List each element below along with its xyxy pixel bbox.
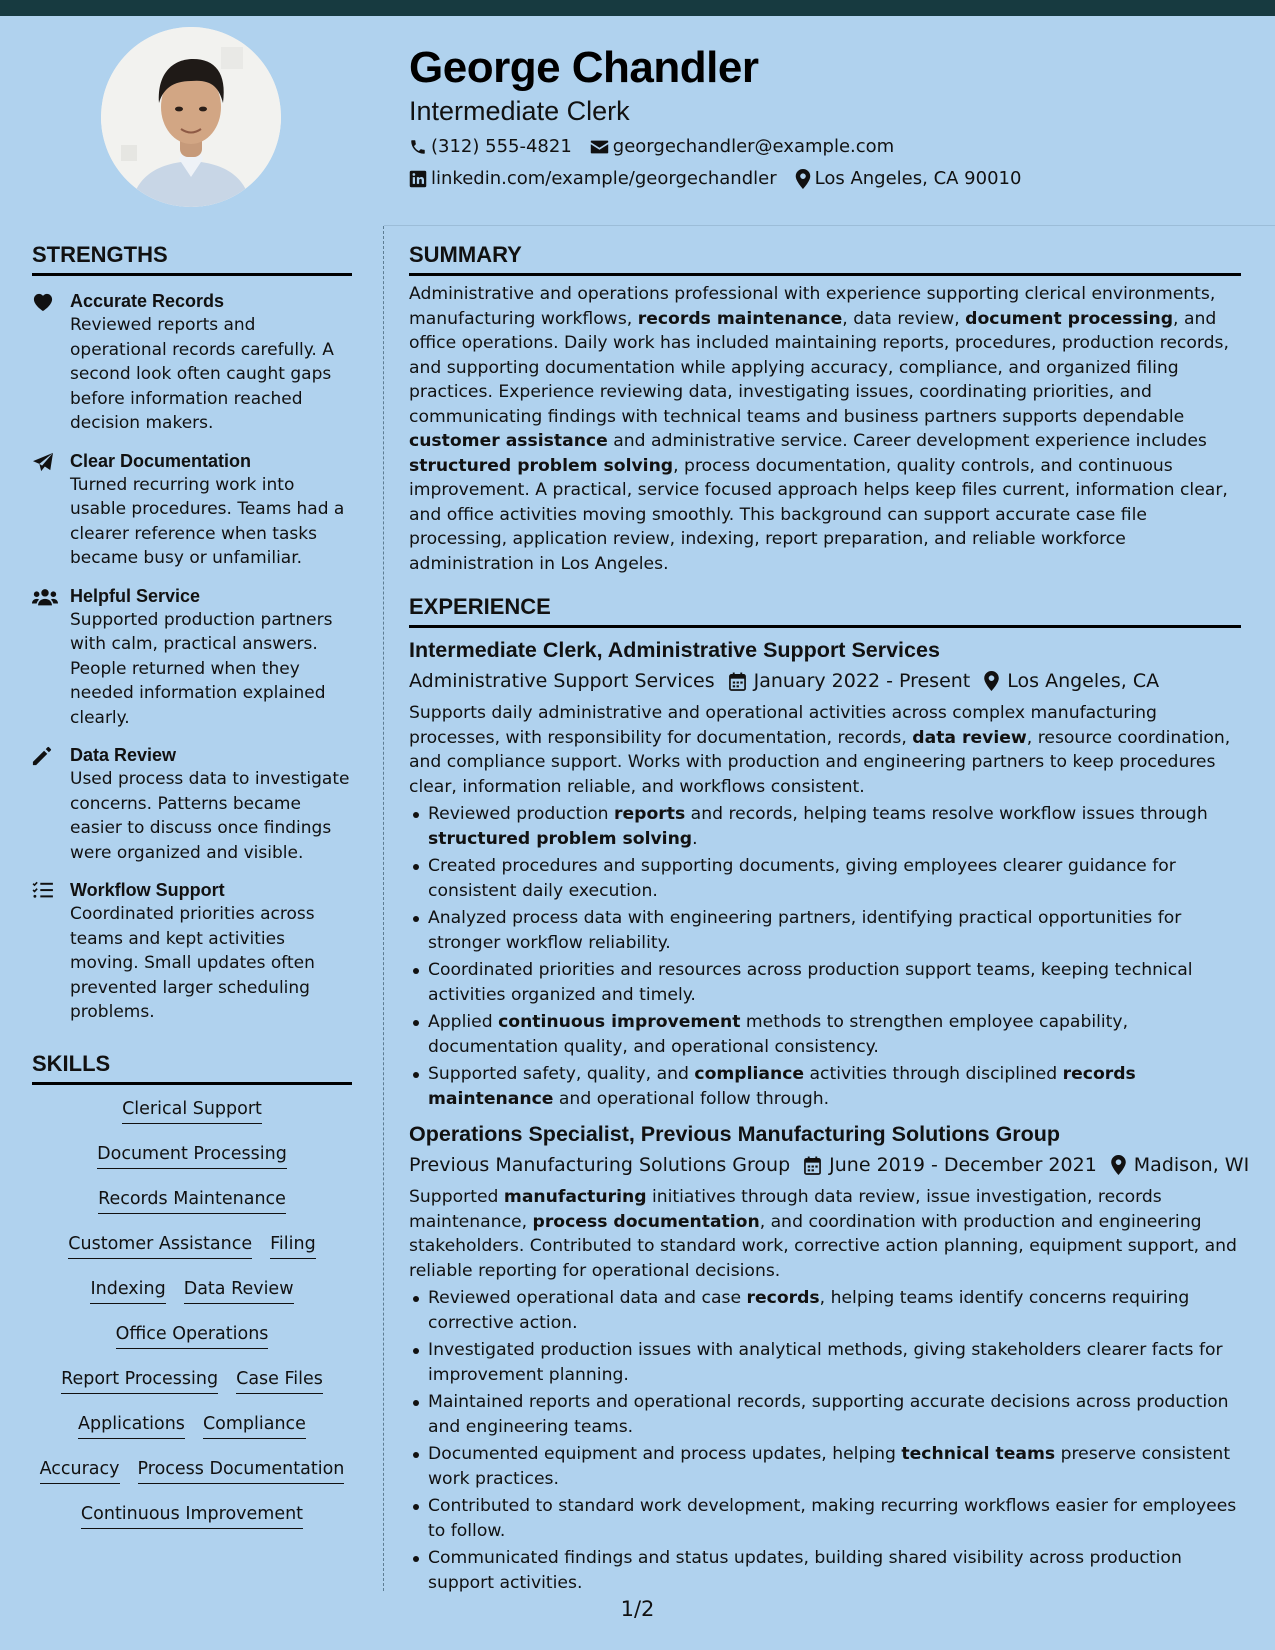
bold-keyword: reports: [614, 804, 686, 824]
text-segment: Administrative and operations professional with experience supporting clerical environments, manufacturing workflows,: [409, 284, 1216, 329]
email-text: georgechandler@example.com: [612, 136, 895, 157]
strength-title: Accurate Records: [70, 291, 225, 311]
bold-keyword: structured problem solving: [428, 828, 693, 849]
text-segment: , process documentation, quality controls, and continuous improvement. A practical, service focused approach helps keep files current, information clear, and office activities moving smoothly. This background can support accurate case file processing, application review, indexing, report preparation, and reliable workforce administration in Los Angeles.: [409, 455, 1228, 574]
skill-row: [32, 1232, 352, 1277]
text-segment: , helping teams identify concerns requiring corrective action.: [428, 1288, 1190, 1333]
bold-keyword: records maintenance: [428, 1064, 1136, 1109]
job-meta: [409, 1151, 1250, 1179]
bold-keyword: continuous improvement: [498, 1012, 741, 1032]
skill-tag: Customer Assistance: [68, 1232, 252, 1259]
bold-keyword: structured problem solving: [409, 455, 674, 476]
job-title: Operations Specialist, Previous Manufacturing Solutions Group: [409, 1122, 1061, 1146]
job-bullet: [409, 1338, 1241, 1387]
calendar-icon: [729, 672, 746, 691]
skill-row: [32, 1142, 352, 1187]
text-segment: activities through disciplined: [804, 1064, 1063, 1084]
list-check-icon: [32, 881, 54, 899]
column-divider: [383, 226, 384, 1591]
email-item[interactable]: [590, 135, 894, 159]
job-location-text: Madison, WI: [1133, 1154, 1250, 1176]
text-segment: Supported safety, quality, and: [428, 1064, 695, 1084]
strength-title: Data Review: [70, 745, 177, 765]
profile-photo: [101, 27, 281, 207]
linkedin-icon: [409, 170, 427, 188]
strength-description: Coordinated priorities across teams and kept activities moving. Small updates often prevented larger scheduling problems.: [70, 904, 315, 1022]
skill-row: [32, 1277, 352, 1322]
paper-plane-icon: [32, 452, 54, 472]
skill-row: [32, 1502, 352, 1547]
strength-title: Helpful Service: [70, 585, 201, 606]
job-bullet: [409, 1010, 1241, 1059]
location-text: Los Angeles, CA 90010: [814, 168, 1022, 189]
strength-item: [32, 584, 352, 731]
text-segment: , and coordination with production and engineering stakeholders. Contributed to standard work, corrective action planning, equipment support, and reliable reporting for operational decisions.: [409, 1211, 1237, 1281]
skill-tag: Process Documentation: [138, 1457, 345, 1484]
map-pin-icon: [1111, 1155, 1126, 1175]
job-bullet: [409, 1062, 1241, 1111]
text-segment: .: [692, 828, 698, 849]
portrait-image: [101, 27, 281, 207]
skill-tag: Continuous Improvement: [81, 1502, 303, 1529]
dates-text: January 2022 - Present: [753, 670, 971, 692]
resume-header: [409, 40, 1239, 191]
job-entry: [409, 635, 1241, 1111]
job-bullet: [409, 1546, 1241, 1595]
strengths-heading: STRENGTHS: [32, 240, 352, 276]
job-location: [984, 667, 1159, 695]
bold-keyword: document processing: [965, 308, 1174, 329]
job-bullet: [409, 1390, 1241, 1439]
text-segment: Supports daily administrative and operational activities across complex manufacturing processes, with responsibility for documentation, records,: [409, 703, 1157, 748]
bold-keyword: process documentation: [532, 1211, 760, 1232]
skill-tag: Document Processing: [97, 1142, 287, 1169]
contact-row-1: [409, 135, 1239, 159]
strength-item: [32, 289, 352, 436]
strength-item: [32, 743, 352, 865]
skill-tag: Compliance: [203, 1412, 306, 1439]
page-number: 1/2: [620, 1597, 655, 1621]
job-description: [409, 701, 1241, 799]
job-company: [409, 1151, 790, 1179]
skill-row: [32, 1457, 352, 1502]
skill-tag: Case Files: [236, 1367, 323, 1394]
skill-row: [32, 1412, 352, 1457]
top-color-bar: [0, 0, 1275, 16]
envelope-icon: [590, 139, 609, 155]
bold-keyword: records maintenance: [637, 308, 843, 329]
strength-title: Workflow Support: [70, 880, 225, 900]
skills-list: [32, 1097, 352, 1547]
skill-tag: Clerical Support: [122, 1097, 262, 1124]
bold-keyword: technical teams: [901, 1444, 1056, 1464]
text-segment: Documented equipment and process updates, helping: [428, 1444, 902, 1464]
map-pin-icon: [795, 169, 811, 189]
job-bullet: [409, 1442, 1241, 1491]
job-dates: [729, 667, 971, 695]
right-column: [409, 240, 1250, 1598]
text-segment: Applied: [428, 1012, 499, 1032]
job-location-text: Los Angeles, CA: [1007, 670, 1160, 692]
candidate-name: George Chandler: [409, 43, 759, 92]
text-segment: initiatives through data review, issue investigation, records maintenance,: [409, 1187, 1162, 1232]
text-segment: Reviewed operational data and case: [428, 1288, 747, 1308]
text-segment: Coordinated priorities and resources across production support teams, keeping technical activities organized and timely.: [428, 960, 1193, 1005]
job-bullets: [409, 1286, 1241, 1595]
location-item: [795, 167, 1022, 191]
text-segment: Created procedures and supporting documents, giving employees clearer guidance for consistent daily execution.: [428, 856, 1176, 901]
dates-text: June 2019 - December 2021: [829, 1154, 1097, 1176]
pencil-icon: [32, 746, 52, 766]
text-segment: Supported: [409, 1187, 504, 1207]
text-segment: , and office operations. Daily work has included maintaining reports, procedures, production records, and supporting documentation while applying accuracy, compliance, and organized filing practices. Experience reviewing data, investigating issues, coordinating priorities, and communicating findings with technical teams and business partners supports dependable: [409, 308, 1229, 427]
company-text: Administrative Support Services: [409, 670, 715, 692]
header-divider: [384, 225, 1275, 226]
job-bullet: [409, 802, 1241, 851]
bold-keyword: customer assistance: [409, 431, 608, 451]
text-segment: preserve consistent work practices.: [428, 1444, 1231, 1489]
text-segment: and administrative service. Career development experience includes: [607, 431, 1207, 451]
summary-text: [409, 282, 1241, 576]
job-description: [409, 1185, 1241, 1283]
left-column: [32, 240, 352, 1547]
contact-row-2: [409, 167, 1239, 191]
job-bullet: [409, 854, 1241, 903]
experience-list: [409, 635, 1250, 1595]
job-bullet: [409, 958, 1241, 1007]
phone-item[interactable]: [409, 135, 572, 159]
job-location: [1111, 1151, 1249, 1179]
bold-keyword: records: [746, 1288, 820, 1308]
candidate-role: Intermediate Clerk: [409, 96, 630, 126]
text-segment: , resource coordination, and compliance support. Works with production and engineering partners to keep procedures clear, information reliable, and workflows consistent.: [409, 727, 1231, 797]
strength-item: [32, 878, 352, 1025]
text-segment: Contributed to standard work development, making recurring workflows easier for employees to follow.: [428, 1496, 1237, 1541]
strength-item: [32, 449, 352, 571]
job-bullets: [409, 802, 1241, 1111]
bold-keyword: compliance: [694, 1064, 805, 1084]
text-segment: Reviewed production: [428, 804, 615, 824]
linkedin-item[interactable]: [409, 167, 777, 191]
heart-icon: [32, 292, 54, 312]
strength-title: Clear Documentation: [70, 450, 252, 471]
bold-keyword: data review: [912, 727, 1027, 748]
skill-tag: Indexing: [90, 1277, 165, 1304]
strength-description: Used process data to investigate concerns. Patterns became easier to discuss once findings were organized and visible.: [70, 769, 350, 863]
job-company: [409, 667, 715, 695]
phone-text: (312) 555-4821: [431, 136, 572, 157]
job-bullet: [409, 1286, 1241, 1335]
text-segment: Analyzed process data with engineering partners, identifying practical opportunities for stronger workflow reliability.: [428, 908, 1182, 953]
text-segment: and records, helping teams resolve workflow issues through: [685, 804, 1208, 824]
company-text: Previous Manufacturing Solutions Group: [409, 1154, 791, 1176]
strength-description: Reviewed reports and operational records carefully. A second look often caught gaps before information reached decision makers.: [70, 315, 334, 433]
strength-description: Turned recurring work into usable procedures. Teams had a clearer reference when tasks became busy or unfamiliar.: [70, 474, 345, 568]
skill-tag: Accuracy: [40, 1457, 120, 1484]
summary-heading: SUMMARY: [409, 240, 1241, 276]
job-title: Intermediate Clerk, Administrative Support Services: [409, 638, 940, 662]
linkedin-text: linkedin.com/example/georgechandler: [431, 168, 777, 189]
text-segment: Maintained reports and operational records, supporting accurate decisions across production and engineering teams.: [428, 1392, 1229, 1437]
skill-row: [32, 1097, 352, 1142]
job-bullet: [409, 1494, 1241, 1543]
skill-tag: Records Maintenance: [98, 1187, 286, 1214]
skill-row: [32, 1322, 352, 1367]
users-icon: [32, 587, 58, 607]
bold-keyword: manufacturing: [503, 1187, 647, 1207]
skills-heading: SKILLS: [32, 1049, 352, 1085]
strength-description: Supported production partners with calm, practical answers. People returned when they needed information explained clearly.: [70, 609, 333, 728]
skill-tag: Office Operations: [116, 1322, 269, 1349]
phone-icon: [409, 138, 427, 156]
calendar-icon: [804, 1156, 821, 1175]
text-segment: methods to strengthen employee capability, documentation quality, and operational consistency.: [428, 1012, 1129, 1057]
text-segment: and operational follow through.: [553, 1088, 830, 1109]
job-dates: [804, 1151, 1097, 1179]
skill-row: [32, 1367, 352, 1412]
skill-tag: Filing: [270, 1232, 316, 1259]
text-segment: Communicated findings and status updates, building shared visibility across production support activities.: [428, 1548, 1182, 1593]
experience-heading: EXPERIENCE: [409, 592, 1241, 628]
job-meta: [409, 667, 1241, 695]
skill-tag: Applications: [78, 1412, 185, 1439]
skill-tag: Data Review: [184, 1277, 294, 1304]
skill-tag: Report Processing: [61, 1367, 218, 1394]
map-pin-icon: [984, 671, 999, 691]
job-entry: [409, 1119, 1250, 1595]
skill-row: [32, 1187, 352, 1232]
text-segment: Investigated production issues with analytical methods, giving stakeholders clearer facts for improvement planning.: [428, 1340, 1223, 1385]
text-segment: , data review,: [842, 308, 966, 329]
job-bullet: [409, 906, 1241, 955]
